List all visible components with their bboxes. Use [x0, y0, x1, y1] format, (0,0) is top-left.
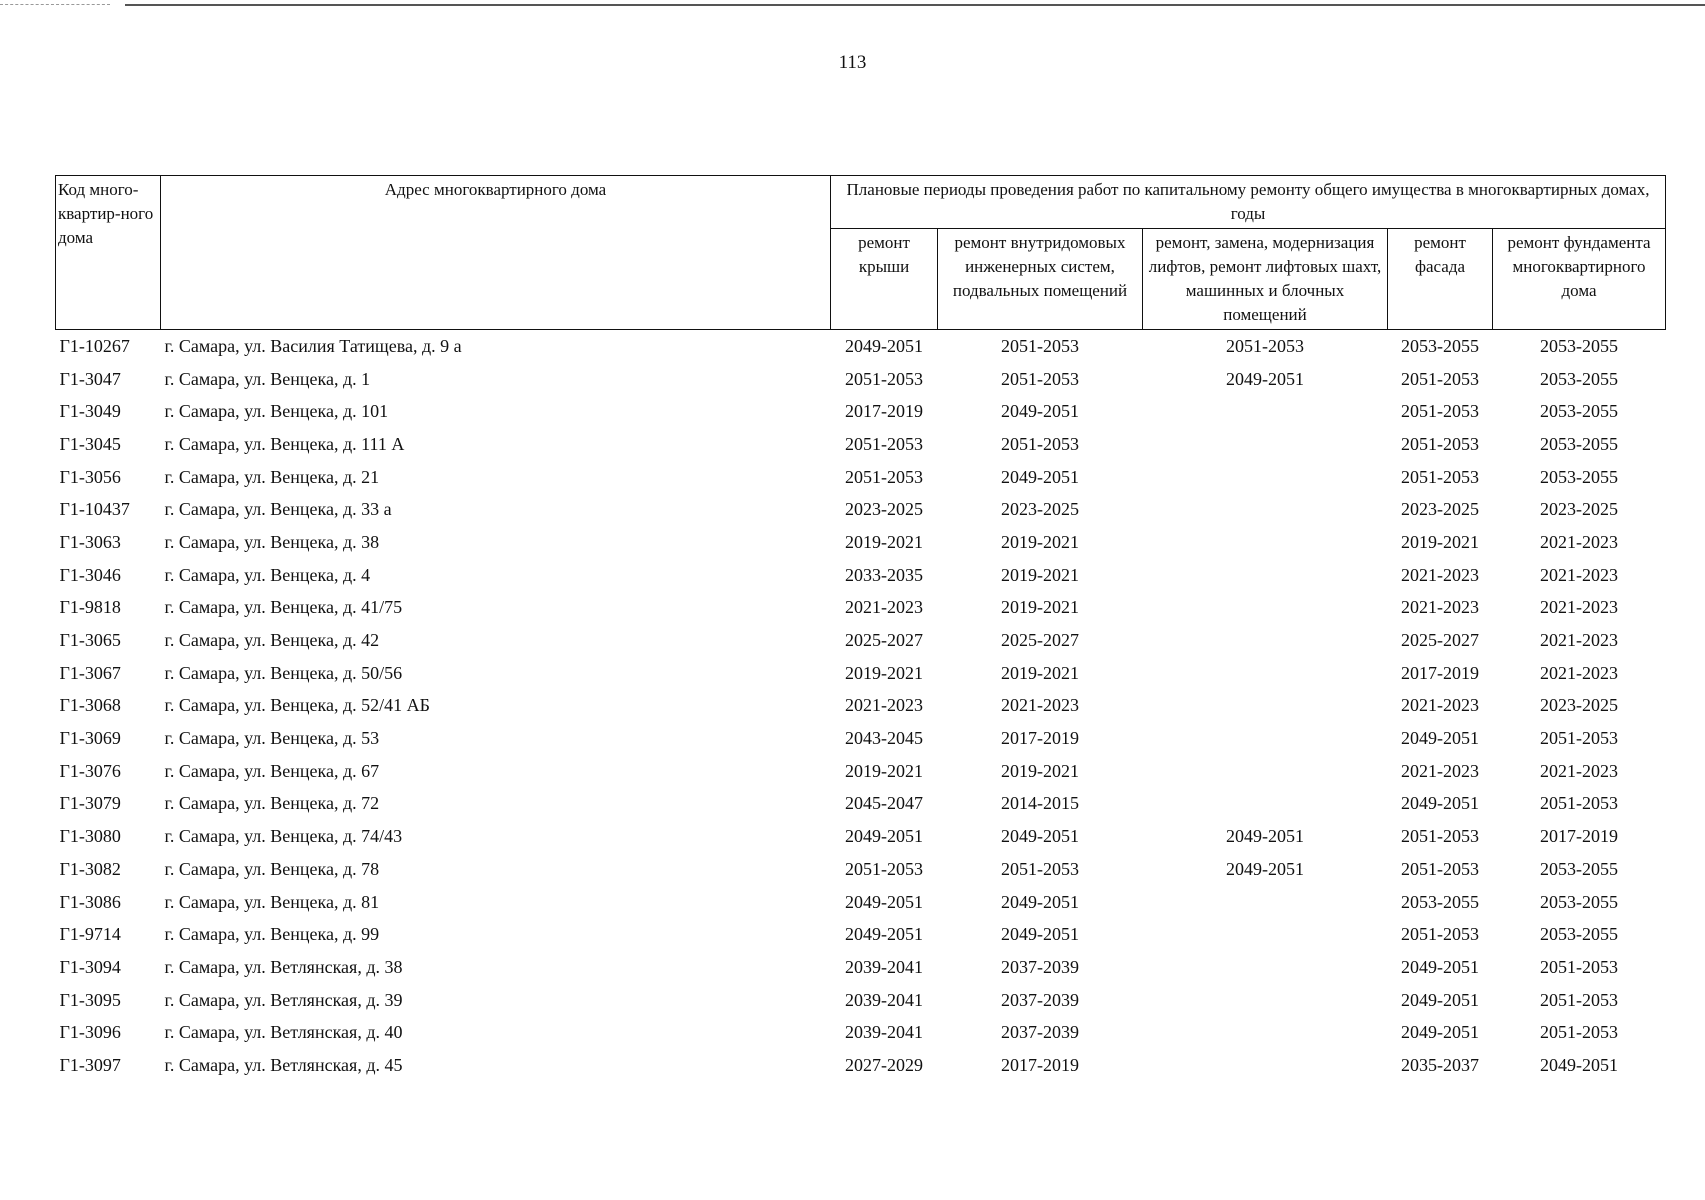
- cell-internal: 2019-2021: [1001, 597, 1079, 618]
- cell-foundation: 2053-2055: [1540, 891, 1619, 912]
- repair-schedule-table: [55, 175, 1666, 1082]
- table-row: [56, 951, 1666, 984]
- header-roof: ремонт крыши: [831, 229, 938, 330]
- cell-internal: 2019-2021: [1001, 662, 1079, 683]
- cell-roof: 2021-2023: [845, 597, 923, 618]
- cell-roof: 2051-2053: [845, 858, 923, 879]
- cell-foundation: 2053-2055: [1540, 368, 1619, 389]
- cell-foundation: 2021-2023: [1540, 760, 1619, 781]
- cell-lifts: [1143, 624, 1388, 657]
- cell-code: Г1-3065: [59, 630, 121, 651]
- cell-code: Г1-3067: [59, 662, 121, 683]
- cell-address: г. Самара, ул. Венцека, д. 50/56: [164, 662, 403, 683]
- cell-address: г. Самара, ул. Василия Татищева, д. 9 а: [164, 335, 462, 356]
- cell-facade: 2051-2053: [1401, 826, 1479, 847]
- cell-roof: 2049-2051: [845, 891, 923, 912]
- cell-lifts: [1143, 428, 1388, 461]
- table-row: [56, 886, 1666, 919]
- cell-lifts: [1143, 951, 1388, 984]
- cell-facade: 2049-2051: [1401, 989, 1479, 1010]
- cell-code: Г1-3094: [59, 956, 121, 977]
- cell-internal: 2025-2027: [1001, 630, 1079, 651]
- cell-foundation: 2021-2023: [1540, 564, 1619, 585]
- cell-lifts: [1143, 559, 1388, 592]
- table-row: [56, 395, 1666, 428]
- cell-roof: 2019-2021: [845, 662, 923, 683]
- cell-lifts: 2049-2051: [1226, 826, 1304, 847]
- cell-facade: 2021-2023: [1401, 564, 1479, 585]
- cell-roof: 2051-2053: [845, 433, 923, 454]
- cell-foundation: 2023-2025: [1540, 695, 1619, 716]
- table-row: [56, 1016, 1666, 1049]
- cell-facade: 2025-2027: [1401, 630, 1479, 651]
- cell-facade: 2023-2025: [1401, 499, 1479, 520]
- cell-address: г. Самара, ул. Венцека, д. 41/75: [164, 597, 403, 618]
- cell-code: Г1-9818: [59, 597, 121, 618]
- header-internal: ремонт внутридомовых инженерных систем, подвальных помещений: [938, 229, 1143, 330]
- cell-internal: 2049-2051: [1001, 401, 1079, 422]
- cell-address: г. Самара, ул. Венцека, д. 38: [164, 531, 380, 552]
- cell-lifts: [1143, 984, 1388, 1017]
- cell-foundation: 2021-2023: [1540, 597, 1619, 618]
- cell-code: Г1-10267: [59, 335, 130, 356]
- cell-facade: 2051-2053: [1401, 466, 1479, 487]
- cell-internal: 2037-2039: [1001, 956, 1079, 977]
- table-row: [56, 559, 1666, 592]
- cell-internal: 2051-2053: [1001, 433, 1079, 454]
- cell-foundation: 2021-2023: [1540, 531, 1619, 552]
- cell-address: г. Самара, ул. Венцека, д. 21: [164, 466, 380, 487]
- scan-border-line-left: [0, 4, 110, 5]
- cell-facade: 2049-2051: [1401, 1022, 1479, 1043]
- cell-address: г. Самара, ул. Венцека, д. 67: [164, 760, 380, 781]
- cell-internal: 2023-2025: [1001, 499, 1079, 520]
- cell-roof: 2039-2041: [845, 989, 923, 1010]
- cell-lifts: [1143, 755, 1388, 788]
- cell-address: г. Самара, ул. Венцека, д. 101: [164, 401, 389, 422]
- table-row: [56, 461, 1666, 494]
- cell-facade: 2053-2055: [1401, 891, 1479, 912]
- cell-foundation: 2053-2055: [1540, 401, 1619, 422]
- cell-foundation: 2051-2053: [1540, 956, 1619, 977]
- cell-roof: 2049-2051: [845, 924, 923, 945]
- cell-facade: 2051-2053: [1401, 924, 1479, 945]
- table-row: [56, 820, 1666, 853]
- cell-address: г. Самара, ул. Венцека, д. 52/41 АБ: [164, 695, 430, 716]
- cell-lifts: [1143, 592, 1388, 625]
- cell-internal: 2037-2039: [1001, 1022, 1079, 1043]
- cell-address: г. Самара, ул. Венцека, д. 78: [164, 858, 380, 879]
- cell-lifts: [1143, 493, 1388, 526]
- cell-lifts: 2049-2051: [1226, 368, 1304, 389]
- cell-facade: 2051-2053: [1401, 858, 1479, 879]
- table-row: [56, 1049, 1666, 1082]
- cell-internal: 2017-2019: [1001, 1054, 1079, 1075]
- cell-code: Г1-3063: [59, 531, 121, 552]
- cell-internal: 2014-2015: [1001, 793, 1079, 814]
- cell-code: Г1-3082: [59, 858, 121, 879]
- header-facade: ремонт фасада: [1388, 229, 1493, 330]
- cell-roof: 2039-2041: [845, 956, 923, 977]
- cell-facade: 2021-2023: [1401, 760, 1479, 781]
- cell-code: Г1-3079: [59, 793, 121, 814]
- cell-roof: 2017-2019: [845, 401, 923, 422]
- cell-roof: 2033-2035: [845, 564, 923, 585]
- header-code: Код много-квартир-ного дома: [56, 176, 161, 330]
- cell-lifts: [1143, 657, 1388, 690]
- table-row: [56, 592, 1666, 625]
- cell-address: г. Самара, ул. Венцека, д. 81: [164, 891, 380, 912]
- table-row: [56, 526, 1666, 559]
- cell-code: Г1-9714: [59, 924, 121, 945]
- cell-internal: 2019-2021: [1001, 760, 1079, 781]
- cell-address: г. Самара, ул. Ветлянская, д. 39: [164, 989, 403, 1010]
- cell-internal: 2049-2051: [1001, 826, 1079, 847]
- cell-facade: 2049-2051: [1401, 728, 1479, 749]
- cell-roof: 2051-2053: [845, 368, 923, 389]
- header-row-main: [56, 176, 1666, 229]
- page-number: 113: [838, 52, 867, 73]
- header-lifts: ремонт, замена, модернизация лифтов, ремонт лифтовых шахт, машинных и блочных помещений: [1143, 229, 1388, 330]
- cell-address: г. Самара, ул. Венцека, д. 72: [164, 793, 380, 814]
- cell-roof: 2039-2041: [845, 1022, 923, 1043]
- cell-address: г. Самара, ул. Венцека, д. 33 а: [164, 499, 392, 520]
- cell-facade: 2021-2023: [1401, 695, 1479, 716]
- cell-foundation: 2051-2053: [1540, 1022, 1619, 1043]
- table-row: [56, 493, 1666, 526]
- cell-code: Г1-3049: [59, 401, 121, 422]
- scan-border-line: [125, 4, 1705, 6]
- cell-facade: 2053-2055: [1401, 335, 1479, 356]
- cell-facade: 2049-2051: [1401, 956, 1479, 977]
- cell-address: г. Самара, ул. Ветлянская, д. 45: [164, 1054, 403, 1075]
- cell-code: Г1-3046: [59, 564, 121, 585]
- cell-code: Г1-3069: [59, 728, 121, 749]
- cell-roof: 2025-2027: [845, 630, 923, 651]
- table-row: [56, 984, 1666, 1017]
- cell-roof: 2049-2051: [845, 335, 923, 356]
- cell-lifts: 2051-2053: [1226, 335, 1304, 356]
- cell-code: Г1-3086: [59, 891, 121, 912]
- cell-foundation: 2051-2053: [1540, 989, 1619, 1010]
- cell-code: Г1-3096: [59, 1022, 121, 1043]
- cell-lifts: [1143, 690, 1388, 723]
- cell-foundation: 2053-2055: [1540, 924, 1619, 945]
- cell-foundation: 2053-2055: [1540, 466, 1619, 487]
- cell-lifts: [1143, 1049, 1388, 1082]
- cell-lifts: [1143, 722, 1388, 755]
- table-row: [56, 624, 1666, 657]
- cell-lifts: [1143, 395, 1388, 428]
- cell-lifts: [1143, 526, 1388, 559]
- cell-address: г. Самара, ул. Венцека, д. 1: [164, 368, 371, 389]
- cell-foundation: 2023-2025: [1540, 499, 1619, 520]
- cell-internal: 2017-2019: [1001, 728, 1079, 749]
- cell-roof: 2045-2047: [845, 793, 923, 814]
- cell-internal: 2049-2051: [1001, 924, 1079, 945]
- cell-roof: 2023-2025: [845, 499, 923, 520]
- table-row: [56, 853, 1666, 886]
- table-row: [56, 722, 1666, 755]
- cell-code: Г1-3045: [59, 433, 121, 454]
- cell-foundation: 2051-2053: [1540, 728, 1619, 749]
- cell-code: Г1-3080: [59, 826, 121, 847]
- table-row: [56, 690, 1666, 723]
- header-periods: Плановые периоды проведения работ по капитальному ремонту общего имущества в многоквартирных домах, годы: [831, 176, 1666, 229]
- cell-facade: 2051-2053: [1401, 368, 1479, 389]
- cell-foundation: 2053-2055: [1540, 858, 1619, 879]
- cell-internal: 2019-2021: [1001, 564, 1079, 585]
- cell-code: Г1-10437: [59, 499, 130, 520]
- cell-lifts: [1143, 918, 1388, 951]
- cell-foundation: 2021-2023: [1540, 630, 1619, 651]
- cell-internal: 2049-2051: [1001, 891, 1079, 912]
- cell-facade: 2035-2037: [1401, 1054, 1479, 1075]
- table-row: [56, 918, 1666, 951]
- cell-roof: 2027-2029: [845, 1054, 923, 1075]
- table-row: [56, 657, 1666, 690]
- cell-foundation: 2049-2051: [1540, 1054, 1619, 1075]
- cell-address: г. Самара, ул. Венцека, д. 42: [164, 630, 380, 651]
- cell-lifts: [1143, 461, 1388, 494]
- cell-address: г. Самара, ул. Ветлянская, д. 38: [164, 956, 403, 977]
- cell-internal: 2051-2053: [1001, 368, 1079, 389]
- cell-lifts: 2049-2051: [1226, 858, 1304, 879]
- cell-facade: 2017-2019: [1401, 662, 1479, 683]
- table-row: [56, 330, 1666, 363]
- cell-address: г. Самара, ул. Ветлянская, д. 40: [164, 1022, 403, 1043]
- cell-foundation: 2053-2055: [1540, 335, 1619, 356]
- cell-code: Г1-3095: [59, 989, 121, 1010]
- cell-roof: 2019-2021: [845, 531, 923, 552]
- cell-roof: 2051-2053: [845, 466, 923, 487]
- cell-foundation: 2017-2019: [1540, 826, 1619, 847]
- table-row: [56, 788, 1666, 821]
- cell-lifts: [1143, 788, 1388, 821]
- cell-address: г. Самара, ул. Венцека, д. 99: [164, 924, 380, 945]
- cell-facade: 2051-2053: [1401, 433, 1479, 454]
- cell-address: г. Самара, ул. Венцека, д. 53: [164, 728, 380, 749]
- header-address: Адрес многоквартирного дома: [161, 176, 831, 330]
- cell-code: Г1-3068: [59, 695, 121, 716]
- cell-address: г. Самара, ул. Венцека, д. 111 А: [164, 433, 405, 454]
- cell-roof: 2049-2051: [845, 826, 923, 847]
- cell-code: Г1-3056: [59, 466, 121, 487]
- cell-internal: 2049-2051: [1001, 466, 1079, 487]
- cell-address: г. Самара, ул. Венцека, д. 4: [164, 564, 371, 585]
- cell-facade: 2019-2021: [1401, 531, 1479, 552]
- cell-internal: 2037-2039: [1001, 989, 1079, 1010]
- cell-lifts: [1143, 1016, 1388, 1049]
- cell-code: Г1-3047: [59, 368, 121, 389]
- cell-facade: 2049-2051: [1401, 793, 1479, 814]
- cell-address: г. Самара, ул. Венцека, д. 74/43: [164, 826, 403, 847]
- cell-internal: 2051-2053: [1001, 858, 1079, 879]
- cell-lifts: [1143, 886, 1388, 919]
- table-row: [56, 428, 1666, 461]
- cell-code: Г1-3076: [59, 760, 121, 781]
- cell-code: Г1-3097: [59, 1054, 121, 1075]
- cell-internal: 2021-2023: [1001, 695, 1079, 716]
- cell-facade: 2051-2053: [1401, 401, 1479, 422]
- cell-roof: 2019-2021: [845, 760, 923, 781]
- cell-foundation: 2021-2023: [1540, 662, 1619, 683]
- cell-foundation: 2051-2053: [1540, 793, 1619, 814]
- cell-facade: 2021-2023: [1401, 597, 1479, 618]
- cell-internal: 2019-2021: [1001, 531, 1079, 552]
- table-row: [56, 755, 1666, 788]
- cell-internal: 2051-2053: [1001, 335, 1079, 356]
- cell-foundation: 2053-2055: [1540, 433, 1619, 454]
- cell-roof: 2043-2045: [845, 728, 923, 749]
- cell-roof: 2021-2023: [845, 695, 923, 716]
- header-foundation: ремонт фундамента многоквартирного дома: [1493, 229, 1666, 330]
- table-row: [56, 363, 1666, 396]
